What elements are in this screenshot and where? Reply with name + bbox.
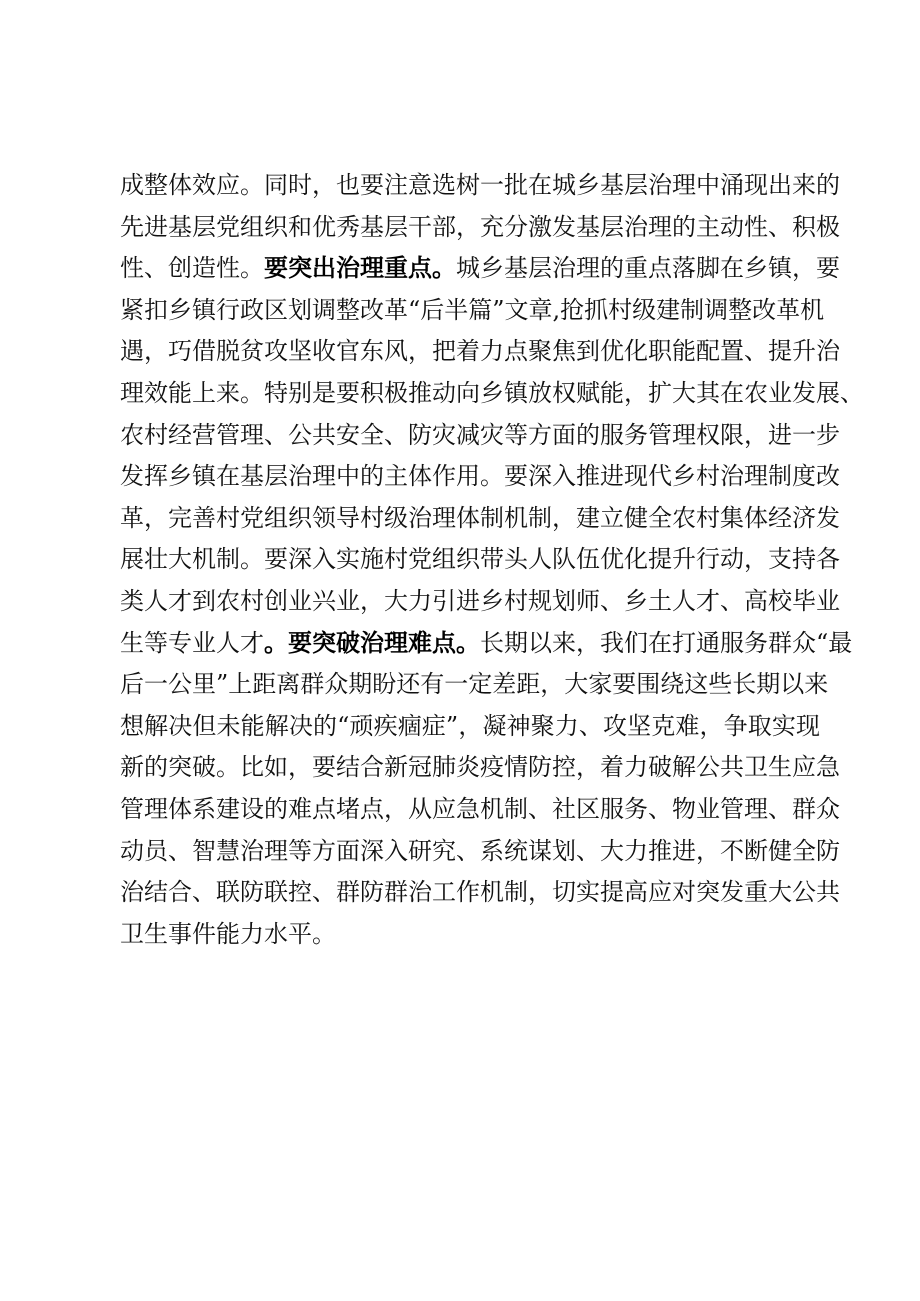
text-segment: 展壮大机制。要深入实施村党组织带头人队伍优化提升行动，支持各 (120, 545, 840, 574)
text-segment: 革，完善村党组织领导村级治理体制机制，建立健全农村集体经济发 (120, 503, 840, 532)
text-segment: 发挥乡镇在基层治理中的主体作用。要深入推进现代乡村治理制度改 (120, 462, 840, 491)
text-segment: 成整体效应。同时，也要注意选树一批在城乡基层治理中涌现出来的 (120, 171, 840, 199)
text-line (120, 623, 853, 665)
bold-heading-phrase: 。要突破治理难点。 (264, 628, 480, 657)
text-line (120, 456, 840, 498)
text-segment: 生等专业人才 (120, 628, 264, 657)
text-line (120, 290, 825, 332)
text-segment: 农村经营管理、公共安全、防灾减灾等方面的服务管理权限，进一步 (120, 420, 840, 449)
text-segment: 类人才到农村创业兴业，大力引进乡村规划师、乡土人才、高校毕业 (120, 586, 840, 615)
text-segment: 先进基层党组织和优秀基层干部，充分激发基层治理的主动性、积极 (120, 212, 840, 241)
text-segment: 卫生事件能力水平。 (120, 919, 336, 948)
text-line (120, 831, 840, 873)
text-segment: 治结合、联防联控、群防群治工作机制，切实提高应对突发重大公共 (120, 878, 840, 907)
text-segment: 动员、智慧治理等方面深入研究、系统谋划、大力推进，不断健全防 (120, 836, 840, 865)
body-paragraph (120, 165, 864, 955)
text-segment: 想解决但未能解决的“顽疾痼症”，凝神聚力、攻坚克难，争取实现 (120, 711, 820, 740)
text-segment: 后一公里”上距离群众期盼还有一定差距，大家要围绕这些长期以来 (120, 670, 829, 699)
text-line (120, 373, 864, 415)
text-segment: 理效能上来。特别是要积极推动向乡镇放权赋能，扩大其在农业发展、 (120, 378, 864, 407)
text-segment: 性、创造性。 (120, 254, 264, 283)
text-line (120, 539, 840, 581)
text-line (120, 165, 840, 207)
text-line (120, 872, 840, 914)
text-segment: 紧扣乡镇行政区划调整改革“后半篇”文章,抢抓村级建制调整改革机 (120, 295, 825, 324)
text-line (120, 248, 840, 290)
text-segment: 管理体系建设的难点堵点，从应急机制、社区服务、物业管理、群众 (120, 794, 840, 823)
text-segment: 新的突破。比如，要结合新冠肺炎疫情防控，着力破解公共卫生应急 (120, 753, 840, 782)
text-segment: 城乡基层治理的重点落脚在乡镇，要 (456, 254, 840, 283)
text-line (120, 331, 840, 373)
text-segment: 长期以来，我们在打通服务群众“最 (480, 628, 853, 657)
text-line (120, 789, 840, 831)
text-line (120, 914, 820, 956)
text-line (120, 706, 820, 748)
text-line (120, 664, 829, 706)
text-line (120, 207, 840, 249)
text-line (120, 415, 840, 457)
text-line (120, 747, 840, 789)
bold-heading-phrase: 要突出治理重点。 (264, 254, 456, 283)
text-line (120, 581, 840, 623)
text-line (120, 498, 840, 540)
text-segment: 遇，巧借脱贫攻坚收官东风，把着力点聚焦到优化职能配置、提升治 (120, 337, 840, 366)
